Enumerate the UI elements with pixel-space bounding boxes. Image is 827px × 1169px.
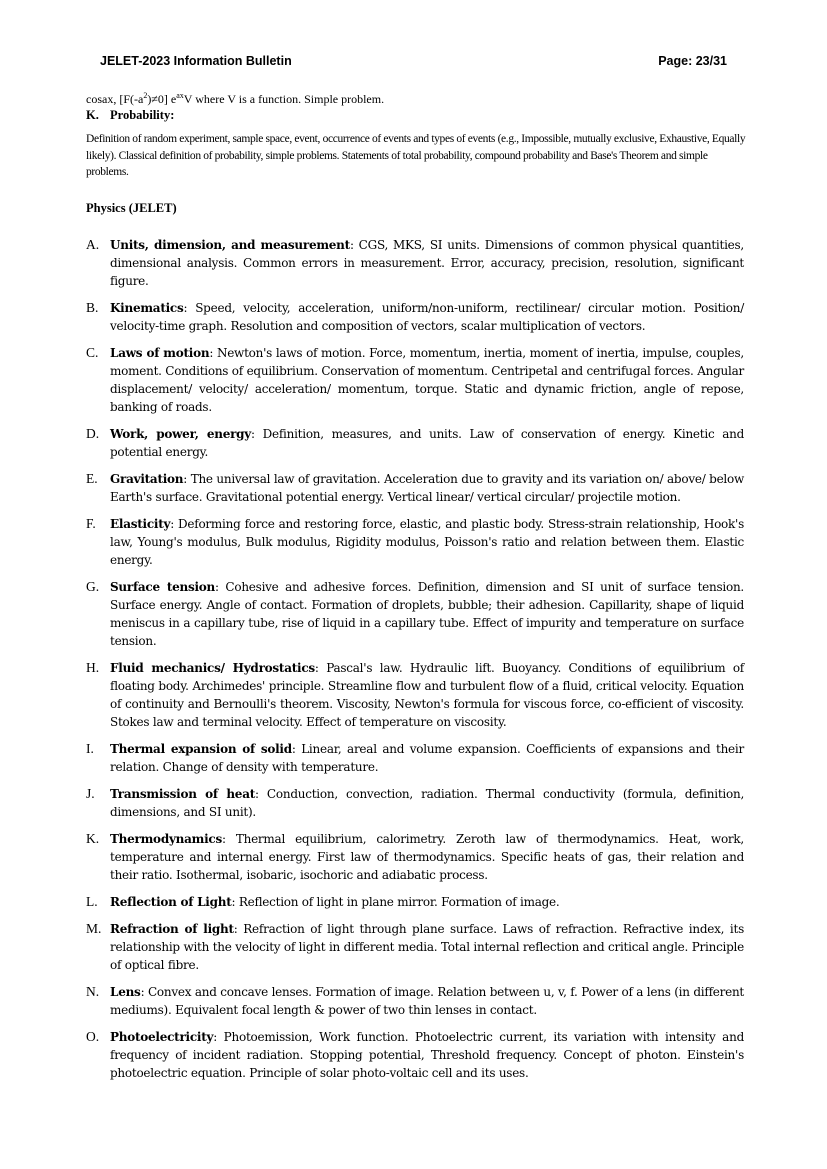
topic-description: : Newton's laws of motion. Force, momentum, inertia, moment of inertia, impulse, couples, moment. Conditions of equilibrium. Conservation of momentum. Centripetal and centrifugal forces. Angular displacement/ velocity/ acceleration/ momentum, torque. Static and dynamic friction, angle of repose, banking of roads. xyxy=(110,346,744,414)
topic-item xyxy=(86,1028,744,1082)
topic-item xyxy=(86,425,744,461)
topic-letter: A. xyxy=(86,237,100,252)
topic-description: : Thermal equilibrium, calorimetry. Zeroth law of thermodynamics. Heat, work, temperature and internal energy. First law of thermodynamics. Specific heats of gas, their relation and their ratio. Isothermal, isobaric, isochoric and adiabatic process. xyxy=(110,832,744,882)
math-continuation xyxy=(86,92,746,181)
topic-title: Thermal expansion of solid xyxy=(110,742,292,756)
topic-body xyxy=(110,515,744,569)
topic-title: Reflection of Light xyxy=(110,895,232,909)
topic-item xyxy=(86,893,744,911)
topic-item xyxy=(86,920,744,974)
topic-body xyxy=(110,830,744,884)
formula-mid: )≠0] e xyxy=(147,92,177,106)
topic-letter: H. xyxy=(86,660,100,675)
topic-description: : Convex and concave lenses. Formation of image. Relation between u, v, f. Power of a lens (in different mediums). Equivalent focal length & power of two thin lenses in contact. xyxy=(110,985,744,1017)
topic-body xyxy=(110,470,744,506)
topic-body xyxy=(110,236,744,290)
topic-description: : The universal law of gravitation. Acceleration due to gravity and its variation on/ above/ below Earth's surface. Gravitational potential energy. Vertical linear/ vertical circular/ projectile motion. xyxy=(110,472,744,504)
topic-letter: M. xyxy=(86,921,102,936)
formula-post: V where V is a function. Simple problem. xyxy=(183,92,385,106)
formula-pre: cosax, [F(-a xyxy=(86,92,144,106)
topic-letter: I. xyxy=(86,741,94,756)
document-title: JELET-2023 Information Bulletin xyxy=(100,54,292,68)
topic-title: Laws of motion xyxy=(110,346,210,360)
topic-title: Surface tension xyxy=(110,580,216,594)
topic-body xyxy=(110,785,744,821)
topic-item xyxy=(86,578,744,650)
physics-section-title: Physics (JELET) xyxy=(86,201,177,215)
formula-line xyxy=(86,92,746,107)
probability-letter: K. xyxy=(86,108,99,122)
topic-body xyxy=(110,920,744,974)
topic-letter: O. xyxy=(86,1029,100,1044)
topic-title: Kinematics xyxy=(110,301,184,315)
physics-topic-list xyxy=(86,236,744,1091)
topic-body xyxy=(110,344,744,416)
topic-title: Gravitation xyxy=(110,472,184,486)
topic-letter: N. xyxy=(86,984,100,999)
topic-body xyxy=(110,893,744,911)
topic-description: : Linear, areal and volume expansion. Coefficients of expansions and their relation. Change of density with temperature. xyxy=(110,742,744,774)
topic-title: Lens xyxy=(110,985,141,999)
topic-title: Elasticity xyxy=(110,517,171,531)
topic-letter: J. xyxy=(86,786,95,801)
formula-sup: 2 xyxy=(143,91,148,100)
formula-sup-exp: ax xyxy=(176,91,184,100)
topic-description: : Pascal's law. Hydraulic lift. Buoyancy. Conditions of equilibrium of floating body. Archimedes' principle. Streamline flow and turbulent flow of a fluid, critical velocity. Equation of continuity and Bernoulli's theorem. Viscosity, Newton's formula for viscous force, co-efficient of viscosity. Stokes law and terminal velocity. Effect of temperature on viscosity. xyxy=(110,661,744,729)
topic-item xyxy=(86,299,744,335)
topic-description: : Reflection of light in plane mirror. Formation of image. xyxy=(231,895,560,909)
topic-body xyxy=(110,740,744,776)
topic-letter: L. xyxy=(86,894,98,909)
topic-description: : Deforming force and restoring force, elastic, and plastic body. Stress-strain relationship, Hook's law, Young's modulus, Bulk modulus, Rigidity modulus, Poisson's ratio and relation between them. Elastic energy. xyxy=(110,517,744,567)
topic-letter: K. xyxy=(86,831,100,846)
topic-item xyxy=(86,470,744,506)
topic-description: : Cohesive and adhesive forces. Definition, dimension and SI unit of surface tension. Surface energy. Angle of contact. Formation of droplets, bubble; their adhesion. Capillarity, shape of liquid meniscus in a capillary tube, rise of liquid in a capillary tube. Effect of impurity and temperature on surface tension. xyxy=(110,580,744,648)
topic-letter: G. xyxy=(86,579,100,594)
topic-title: Photoelectricity xyxy=(110,1030,214,1044)
topic-title: Refraction of light xyxy=(110,922,234,936)
topic-body xyxy=(110,1028,744,1082)
topic-title: Work, power, energy xyxy=(110,427,252,441)
page-number: Page: 23/31 xyxy=(658,54,727,68)
probability-text: Definition of random experiment, sample space, event, occurrence of events and types of events (e.g., Impossible, mutually exclusive, Exhaustive, Equally likely). Classical definition of probability, simple problems. Statements of total probability, compound probability and Base's Theorem and simple problems. xyxy=(86,133,746,178)
probability-heading xyxy=(86,108,746,123)
page-header xyxy=(100,54,727,68)
topic-body xyxy=(110,425,744,461)
topic-letter: C. xyxy=(86,345,99,360)
topic-body xyxy=(110,578,744,650)
topic-title: Transmission of heat xyxy=(110,787,256,801)
topic-body xyxy=(110,983,744,1019)
topic-item xyxy=(86,983,744,1019)
topic-letter: B. xyxy=(86,300,99,315)
topic-description: : Refraction of light through plane surface. Laws of refraction. Refractive index, its relationship with the velocity of light in different media. Total internal reflection and critical angle. Principle of optical fibre. xyxy=(110,922,744,972)
topic-item xyxy=(86,515,744,569)
topic-item xyxy=(86,740,744,776)
topic-title: Fluid mechanics/ Hydrostatics xyxy=(110,661,315,675)
topic-item xyxy=(86,659,744,731)
topic-title: Thermodynamics xyxy=(110,832,222,846)
topic-description: : Speed, velocity, acceleration, uniform/non-uniform, rectilinear/ circular motion. Position/ velocity-time graph. Resolution and composition of vectors, scalar multiplication of vectors. xyxy=(110,301,744,333)
topic-letter: F. xyxy=(86,516,96,531)
topic-letter: D. xyxy=(86,426,100,441)
topic-title: Units, dimension, and measurement xyxy=(110,238,350,252)
topic-item xyxy=(86,785,744,821)
topic-description: : CGS, MKS, SI units. Dimensions of common physical quantities, dimensional analysis. Common errors in measurement. Error, accuracy, precision, resolution, significant figure. xyxy=(110,238,744,288)
topic-description: : Definition, measures, and units. Law of conservation of energy. Kinetic and potential energy. xyxy=(110,427,745,459)
probability-title: Probability: xyxy=(110,108,175,122)
topic-item xyxy=(86,344,744,416)
topic-letter: E. xyxy=(86,471,98,486)
topic-item xyxy=(86,236,744,290)
topic-item xyxy=(86,830,744,884)
topic-description: : Photoemission, Work function. Photoelectric current, its variation with intensity and frequency of incident radiation. Stopping potential, Threshold frequency. Concept of photon. Einstein's photoelectric equation. Principle of solar photo-voltaic cell and its uses. xyxy=(110,1030,744,1080)
topic-description: : Conduction, convection, radiation. Thermal conductivity (formula, definition, dimensions, and SI unit). xyxy=(110,787,745,819)
topic-body xyxy=(110,299,744,335)
topic-body xyxy=(110,659,744,731)
